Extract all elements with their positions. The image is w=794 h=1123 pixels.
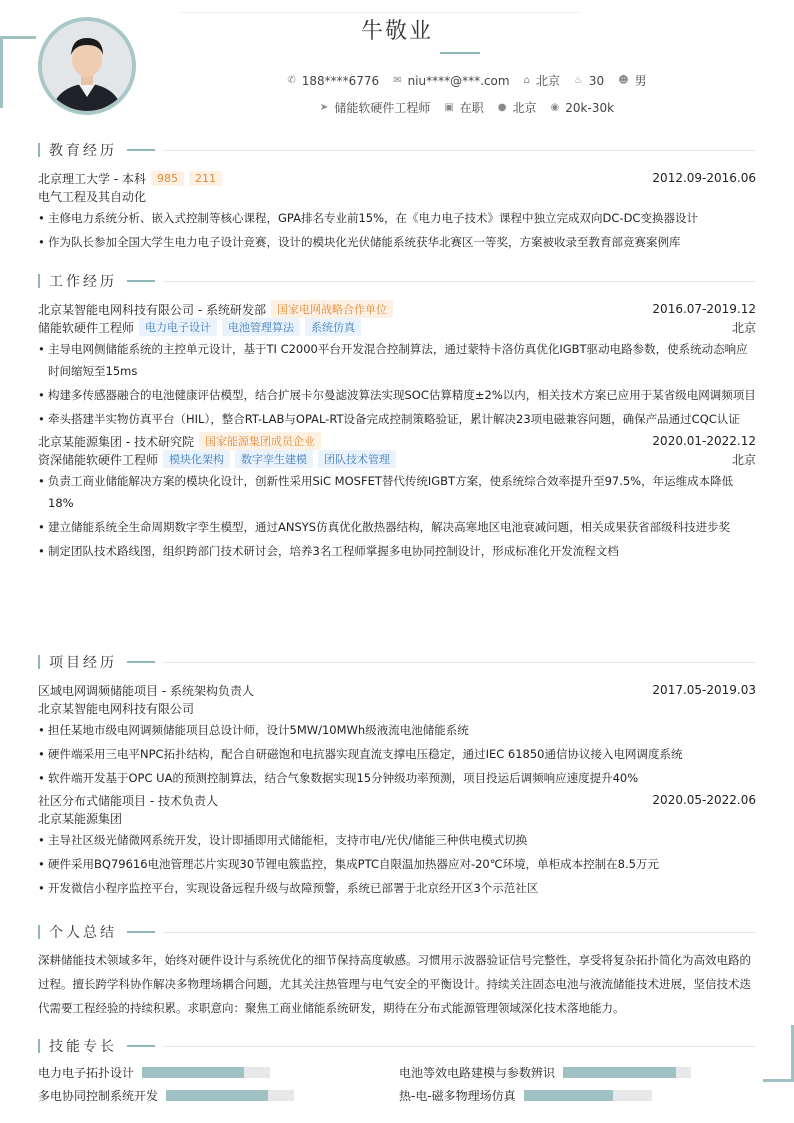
skill-bar bbox=[524, 1090, 652, 1101]
list-item: • 作为队长参加全国大学生电力电子设计竞赛，设计的模块化光伏储能系统获华北赛区一等奖，方案被收录至教育部竞赛案例库 bbox=[38, 231, 756, 253]
tag: 国家电网战略合作单位 bbox=[271, 300, 393, 318]
skill-bar bbox=[142, 1067, 270, 1078]
section-title: 项目经历 bbox=[49, 655, 117, 671]
company: 北京某能源集团 - 技术研究院 bbox=[38, 434, 194, 449]
list-item: • 软件端开发基于OPC UA的预测控制算法，结合气象数据实现15分钟级功率预测，项目投运后调频响应速度提升40% bbox=[38, 767, 756, 789]
date: 2012.09-2016.06 bbox=[652, 171, 756, 185]
location: 北京 bbox=[731, 320, 756, 335]
date: 2016.07-2019.12 bbox=[652, 302, 756, 316]
school: 北京理工大学 - 本科 bbox=[38, 171, 146, 186]
work-section bbox=[38, 271, 756, 564]
skill-item bbox=[399, 1087, 760, 1104]
tag: 系统仿真 bbox=[305, 318, 361, 336]
tag: 211 bbox=[189, 171, 222, 186]
section-title: 教育经历 bbox=[49, 143, 117, 159]
section-title: 个人总结 bbox=[49, 925, 117, 941]
company: 北京某智能电网科技有限公司 - 系统研发部 bbox=[38, 302, 266, 317]
skill-bar bbox=[563, 1067, 691, 1078]
mail-icon: ✉ bbox=[393, 75, 402, 86]
skill-item bbox=[38, 1064, 399, 1081]
tag: 模块化架构 bbox=[163, 450, 230, 468]
project-org: 北京某能源集团 bbox=[38, 811, 123, 826]
position: 储能软硬件工程师 bbox=[334, 101, 431, 115]
salary: 20k-30k bbox=[565, 100, 615, 115]
contact-row bbox=[140, 72, 794, 89]
education-section bbox=[38, 140, 756, 255]
list-item: • 主修电力系统分析、嵌入式控制等核心课程，GPA排名专业前15%，在《电力电子技术》课程中独立完成双向DC-DC变换器设计 bbox=[38, 207, 756, 229]
phone[interactable]: 188****6776 bbox=[301, 73, 380, 88]
gender: 男 bbox=[634, 74, 647, 88]
location: 北京 bbox=[731, 452, 756, 467]
list-item: • 制定团队技术路线图，组织跨部门技术研讨会，培养3名工程师掌握多电协同控制设计，形成标准化开发流程文档 bbox=[38, 540, 756, 562]
skill-name: 热-电-磁多物理场仿真 bbox=[399, 1089, 516, 1103]
section-title: 技能专长 bbox=[49, 1039, 117, 1055]
list-item: • 开发微信小程序监控平台，实现设备远程升级与故障预警，系统已部署于北京经开区3个示范社区 bbox=[38, 877, 756, 899]
age: 30 bbox=[588, 73, 605, 88]
location-icon: ● bbox=[497, 102, 507, 113]
corner-decoration-bottom-right bbox=[763, 1025, 794, 1082]
gender-icon: ☻ bbox=[618, 75, 629, 86]
city: 北京 bbox=[535, 74, 560, 88]
skill-fill bbox=[524, 1090, 614, 1101]
list-item: • 主导社区级光储微网系统开发，设计即插即用式储能柜，支持市电/光伏/储能三种供电模式切换 bbox=[38, 829, 756, 851]
section-title: 工作经历 bbox=[49, 274, 117, 290]
tag: 电池管理算法 bbox=[222, 318, 300, 336]
project-title: 社区分布式储能项目 - 技术负责人 bbox=[38, 793, 218, 808]
person-name: 牛敬业 bbox=[360, 19, 433, 44]
cake-icon: ♨ bbox=[573, 75, 583, 86]
status: 在职 bbox=[459, 101, 484, 115]
skill-item bbox=[38, 1087, 399, 1104]
tag: 985 bbox=[151, 171, 184, 186]
tag: 国家能源集团成员企业 bbox=[199, 432, 321, 450]
money-icon: ◉ bbox=[550, 102, 560, 113]
date: 2020.05-2022.06 bbox=[652, 793, 756, 807]
projects-section bbox=[38, 652, 756, 901]
skill-name: 电池等效电路建模与参数辨识 bbox=[399, 1066, 556, 1080]
role: 资深储能软硬件工程师 bbox=[38, 452, 159, 467]
send-icon: ➤ bbox=[319, 102, 329, 113]
skills-grid bbox=[38, 1064, 756, 1104]
list-item: • 负责工商业储能解决方案的模块化设计，创新性采用SiC MOSFET替代传统IGBT方案，使系统综合效率提升至97.5%，年运维成本降低18% bbox=[38, 470, 756, 514]
list-item: • 主导电网侧储能系统的主控单元设计，基于TI C2000平台开发混合控制算法，通过蒙特卡洛仿真优化IGBT驱动电路参数，使系统动态响应时间缩短至15ms bbox=[38, 338, 756, 382]
project-title: 区域电网调频储能项目 - 系统架构负责人 bbox=[38, 683, 254, 698]
role: 储能软硬件工程师 bbox=[38, 320, 135, 335]
list-item: • 硬件端采用三电平NPC拓扑结构，配合自研磁饱和电抗器实现直流支撑电压稳定，通过IEC 61850通信协议接入电网调度系统 bbox=[38, 743, 756, 765]
name-underline bbox=[440, 52, 480, 54]
list-item: • 牵头搭建半实物仿真平台（HIL），整合RT-LAB与OPAL-RT设备完成控制策略验证，累计解决23项电磁兼容问题，确保产品通过CQC认证 bbox=[38, 408, 756, 430]
skill-fill bbox=[166, 1090, 268, 1101]
skill-fill bbox=[142, 1067, 244, 1078]
date: 2020.01-2022.12 bbox=[652, 434, 756, 448]
home-icon: ⌂ bbox=[523, 75, 530, 86]
summary-section bbox=[38, 922, 756, 1020]
target-city: 北京 bbox=[512, 101, 537, 115]
skill-item bbox=[399, 1064, 760, 1081]
tag: 团队技术管理 bbox=[318, 450, 396, 468]
corner-decoration-top-left bbox=[0, 36, 3, 108]
major: 电气工程及其自动化 bbox=[38, 189, 147, 204]
phone-icon: ✆ bbox=[287, 75, 296, 86]
list-item: • 担任某地市级电网调频储能项目总设计师，设计5MW/10MWh级液流电池储能系统 bbox=[38, 719, 756, 741]
skill-fill bbox=[563, 1067, 676, 1078]
summary-text: 深耕储能技术领域多年，始终对硬件设计与系统优化的细节保持高度敏感。习惯用示波器验证信号完整性，享受将复杂拓扑简化为高效电路的过程。擅长跨学科协作解决多物理场耦合问题，尤其关注热管理与电气安全的平衡设计。持续关注固态电池与液流储能技术进展，坚信技术迭代需要工程经验的持续积累。求职意向：聚焦工商业储能系统研发，期待在分布式能源管理领域深化技术落地能力。 bbox=[38, 953, 751, 1015]
email[interactable]: niu****@***.com bbox=[407, 73, 510, 88]
list-item: • 构建多传感器融合的电池健康评估模型，结合扩展卡尔曼滤波算法实现SOC估算精度±2%以内，相关技术方案已应用于某省级电网调频项目 bbox=[38, 384, 756, 406]
job-intent-row bbox=[140, 99, 794, 116]
skill-name: 电力电子拓扑设计 bbox=[38, 1066, 135, 1080]
skill-name: 多电协同控制系统开发 bbox=[38, 1089, 159, 1103]
list-item: • 硬件采用BQ79616电池管理芯片实现30节锂电簇监控，集成PTC自限温加热器应对-20℃环境，单柜成本控制在8.5万元 bbox=[38, 853, 756, 875]
briefcase-icon: ▣ bbox=[444, 102, 454, 113]
skills-section bbox=[38, 1036, 756, 1104]
tag: 数字孪生建模 bbox=[235, 450, 313, 468]
project-org: 北京某智能电网科技有限公司 bbox=[38, 701, 195, 716]
skill-bar bbox=[166, 1090, 294, 1101]
tag: 电力电子设计 bbox=[139, 318, 217, 336]
date: 2017.05-2019.03 bbox=[652, 683, 756, 697]
top-divider bbox=[180, 12, 580, 13]
list-item: • 建立储能系统全生命周期数字孪生模型，通过ANSYS仿真优化散热器结构，解决高寒地区电池衰减问题，相关成果获省部级科技进步奖 bbox=[38, 516, 756, 538]
